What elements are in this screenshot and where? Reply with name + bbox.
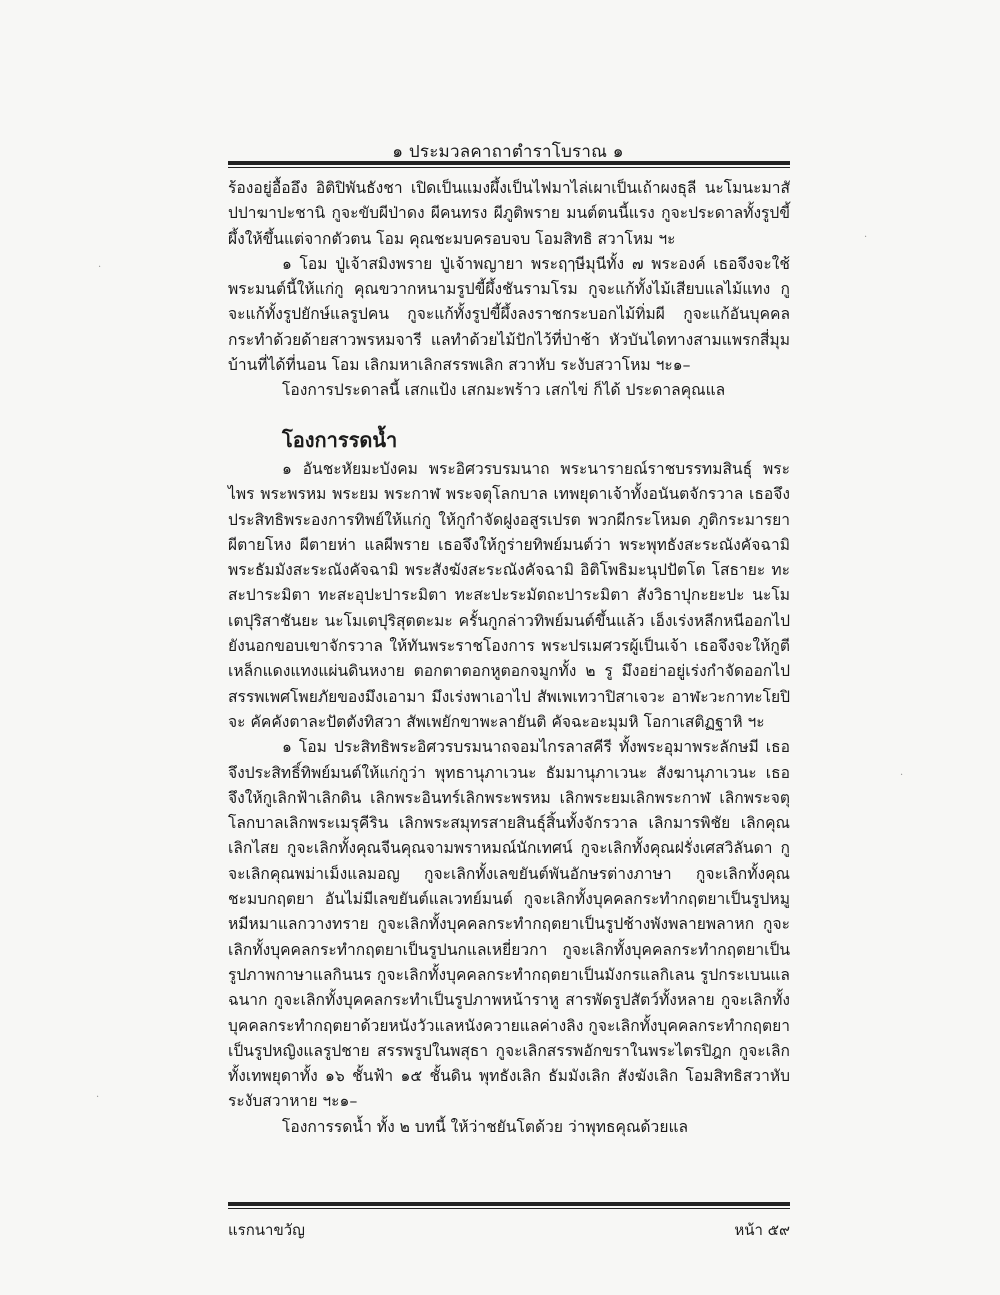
scan-speck: · (900, 770, 904, 781)
paragraph-incantation-3: ๑ โอม ประสิทธิพระอิศวรบรมนาถจอมไกรลาสคีรี ทั้งพระอุมาพระลักษมี เธอจึงประสิทธิ์ทิพย์มนต์ให้แก่กูว่า พุทธานุภาเวนะ ธัมมานุภาเวนะ สังฆานุภาเวนะ เธอจึงให้กูเลิกฟ้าเลิกดิน เลิกพระอินทร์เลิกพระพรหม เลิกพระยมเลิกพระกาฬ เลิกพระจตุโลกบาลเลิกพระเมรุคีริน เลิกพระสมุทรสายสินธุ์สิ้นทั้งจักรวาล เลิกมารพิชัย เลิกคุณเลิกไสย กูจะเลิกทั้งคุณจีนคุณจามพราหมณ์นักเทศน์ กูจะเลิกทั้งคุณฝรั่งเศสวิลันดา กูจะเลิกคุณพม่าเม็งแลมอญ กูจะเลิกทั้งเลขยันต์พันอักษรต่างภาษา กูจะเลิกทั้งคุณชะมบกฤตยา อันไม่มีเลขยันต์แลเวทย์มนต์ กูจะเลิกทั้งบุคคลกระทำกฤตยาเป็นรูปหมูหมีหมาแลกวางทราย กูจะเลิกทั้งบุคคลกระทำกฤตยาเป็นรูปช้างพังพลายพลาหก กูจะเลิกทั้งบุคคลกระทำกฤตยาเป็นรูปนกแลเหยี่ยวกา กูจะเลิกทั้งบุคคลกระทำกฤตยาเป็นรูปภาพกาษาแลกินนร กูจะเลิกทั้งบุคคลกระทำกฤตยาเป็นมังกรแลกิเลน รูปกระเบนแลฉนาก กูจะเลิกทั้งบุคคลกระทำเป็นรูปภาพหน้าราหู สารพัดรูปสัตว์ทั้งหลาย กูจะเลิกทั้งบุคคลกระทำกฤตยาด้วยหนังวัวแลหนังควายแลค่างลิง กูจะเลิกทั้งบุคคลกระทำกฤตยาเป็นรูปหญิงแลรูปชาย สรรพรูปในพสุธา กูจะเลิกสรรพอักขราในพระไตรปิฎก กูจะเลิกทั้งเทพยุดาทั้ง ๑๖ ชั้นฟ้า ๑๕ ชั้นดิน พุทธังเลิก ธัมมังเลิก สังฆังเลิก โอมสิทธิสวาหับ ระงับสวาหาย ฯะ๑– (228, 738, 790, 1111)
paragraph-incantation-1: ๑ โอม ปู่เจ้าสมิงพราย ปู่เจ้าพญายา พระฤๅษีมุนีทั้ง ๗ พระองค์ เธอจึงจะใช้พระมนต์นี้ให้แก่กู คุณขวากหนามรูปขี้ผึ้งชันรามโรม กูจะแก้ทั้งไม้เสียบแลไม้แทง กูจะแก้ทั้งรูปยักษ์แลรูปคน กูจะแก้ทั้งรูปขี้ผึ้งลงราชกระบอกไม้ทิ่มผี กูจะแก้อันบุคคลกระทำด้วยด้ายสาวพรหมจารี แลทำด้วยไม้ปักไว้ที่ป่าช้า หัวบันไดทางสามแพรกสี่มุมบ้านที่ได้ที่นอน โอม เลิกมหาเลิกสรรพเลิก สวาหับ ระงับสวาโหม ฯะ๑– (228, 254, 790, 375)
paragraph-continuation: ร้องอยู่อื้ออึง อิติปิพันธังชา เปิดเป็นแมงผึ้งเป็นไฟมาไล่เผาเป็นเถ้าผงธุลี นะโมนะมาสัปปาฆาปะชานิ กูจะขับผีป่าดง ผีคนทรง ผีภูติพราย มนต์ตนนี้แรง กูจะประดาลทั้งรูปขี้ผึ้งให้ขึ้นแต่จากตัวตน โอม คุณชะมบครอบจบ โอมสิทธิ สวาโหม ฯะ (228, 179, 790, 248)
section-title: โองการรดน้ำ (282, 427, 398, 452)
scan-speck: · (864, 232, 868, 243)
paragraph-note-1: โองการประดาลนี้ เสกแป้ง เสกมะพร้าว เสกไข่ ก็ได้ ประดาลคุณแล (282, 381, 726, 400)
footer-book-title: แรกนาขวัญ (228, 1221, 305, 1239)
page-number: หน้า ๕๙ (734, 1221, 790, 1239)
running-header: ๑ ประมวลคาถาตำราโบราณ ๑ (392, 142, 624, 162)
footer-rule (228, 1202, 790, 1209)
header-rule (228, 161, 790, 168)
paragraph-note-2: โองการรดน้ำ ทั้ง ๒ บทนี้ ให้ว่าชยันโตด้วย ว่าพุทธคุณด้วยแล (282, 1117, 689, 1136)
paragraph-incantation-2: ๑ อันชะหัยมะบังคม พระอิศวรบรมนาถ พระนารายณ์ราชบรรทมสินธุ์ พระไพร พระพรหม พระยม พระกาฬ พระจตุโลกบาล เทพยุดาเจ้าทั้งอนันตจักรวาล เธอจึงประสิทธิพระองการทิพย์ให้แก่กู ให้กูกำจัดฝูงอสูรเปรต พวกผีกระโหมด ภูติกระมารยา ผีตายโหง ผีตายห่า แลผีพราย เธอจึงให้กูร่ายทิพย์มนต์ว่า พระพุทธังสะระณังคัจฉามิ พระธัมมังสะระณังคัจฉามิ พระสังฆังสะระณังคัจฉามิ อิติโพธิมะนุปปัตโต โสธายะ ทะสะปาระมิตา ทะสะอุปะปาระมิตา ทะสะปะระมัตถะปาระมิตา สังวิธาปุกะยะปะ นะโมเตปุริสาชันยะ นะโมเตปุริสุตตะมะ ครั้นกูกล่าวทิพย์มนต์ขึ้นแล้ว เอ็งเร่งหลีกหนีออกไปยังนอกขอบเขาจักรวาล ให้ทันพระราชโองการ พระปรเมศวรผู้เป็นเจ้า เธอจึงจะให้กูตีเหล็กแดงแทงแผ่นดินหงาย ตอกตาตอกหูตอกจมูกทั้ง ๒ รู มึงอย่าอยู่เร่งกำจัดออกไป สรรพเพศโพยภัยของมึงเอามา มึงเร่งพาเอาไป สัพเพเทวาปิสาเจวะ อาฬะวะกาทะโยปิจะ คัคคังตาละปัตตังทิสวา สัพเพยักขาพะลายันติ คัจฉะอะมุมหิ โอกาเสติฏฐาหิ ฯะ (228, 459, 790, 731)
body-text (228, 176, 790, 1140)
scan-speck: · (96, 1092, 100, 1103)
scan-speck: · (98, 262, 102, 273)
